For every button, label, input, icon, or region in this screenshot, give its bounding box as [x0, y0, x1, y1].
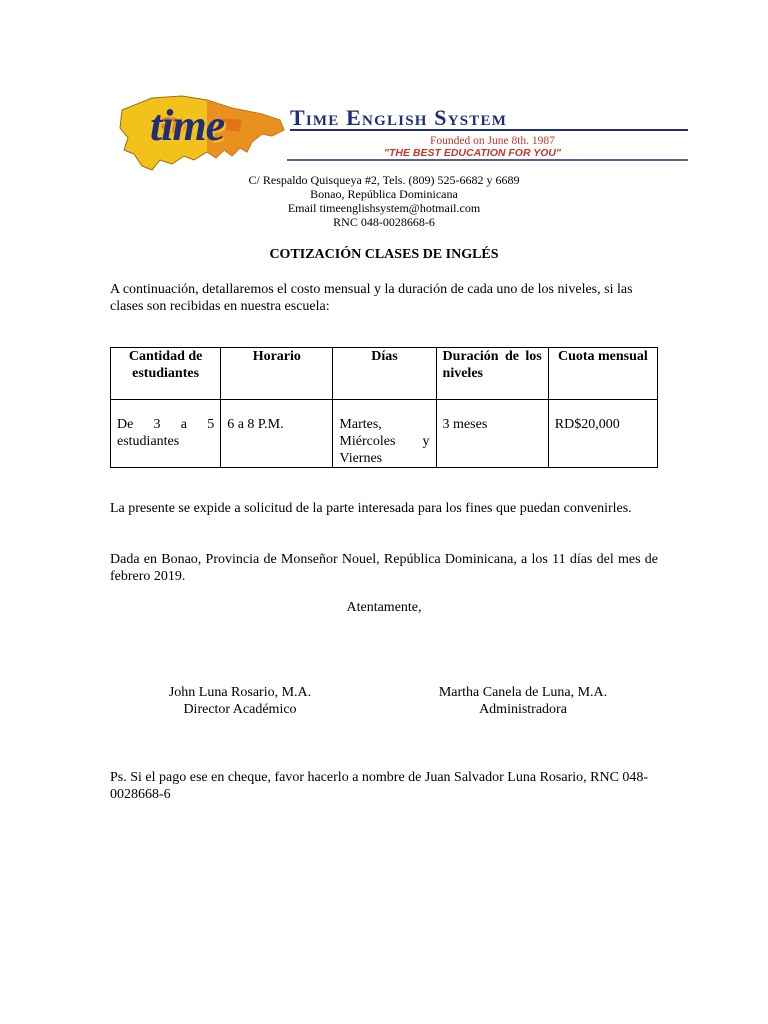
signer-role: Director Académico: [183, 702, 297, 717]
header-fee: Cuota mensual: [548, 348, 657, 400]
signer-role: Administradora: [479, 702, 567, 717]
body-paragraph: Dada en Bonao, Provincia de Monseñor Nouel, República Dominicana, a los 11 días del mes de febrero 2019.: [110, 552, 658, 584]
email-line: Email timeenglishsystem@hotmail.com: [287, 201, 481, 215]
signer-name: Martha Canela de Luna, M.A.: [438, 685, 608, 700]
postscript: Ps. Si el pago ese en cheque, favor hacerlo a nombre de Juan Salvador Luna Rosario, RNC 048-0028668-6: [110, 770, 649, 802]
cell-schedule: 6 a 8 P.M.: [221, 400, 333, 468]
header-schedule: Horario: [221, 348, 333, 400]
brand-title: Time English System: [290, 105, 508, 130]
intro-paragraph: A continuación, detallaremos el costo mensual y la duración de cada uno de los niveles, si las clases son recibidas en nuestra escuela:: [110, 282, 633, 314]
document-title: COTIZACIÓN CLASES DE INGLÉS: [269, 247, 499, 262]
signature-block-left: [145, 684, 335, 718]
letterhead: [112, 90, 692, 176]
header-students: Cantidad de estudiantes: [111, 348, 221, 400]
body-paragraph: La presente se expide a solicitud de la parte interesada para los fines que puedan convenirles.: [110, 501, 632, 516]
founded-date: Founded on June 8th. 1987: [430, 135, 555, 147]
address-line: Bonao, República Dominicana: [310, 187, 458, 201]
address-block: [0, 173, 768, 229]
signature-block-right: [420, 684, 626, 718]
cell-students: De 3 a 5 estudiantes: [111, 400, 221, 468]
cell-fee: RD$20,000: [548, 400, 657, 468]
cell-duration: 3 meses: [436, 400, 548, 468]
table-row: [111, 400, 658, 468]
rnc-line: RNC 048-0028668-6: [333, 215, 435, 229]
signer-name: John Luna Rosario, M.A.: [168, 685, 312, 700]
quote-table: [110, 347, 658, 468]
header-days: Días: [333, 348, 436, 400]
cell-days: Martes, Miércoles y Viernes: [333, 400, 436, 468]
logo-word: time: [150, 101, 225, 150]
header-duration: Duración de los niveles: [436, 348, 548, 400]
closing-salutation: Atentamente,: [346, 600, 422, 615]
motto: "THE BEST EDUCATION FOR YOU": [384, 147, 561, 159]
address-line: C/ Respaldo Quisqueya #2, Tels. (809) 525-6682 y 6689: [248, 173, 520, 187]
table-header-row: [111, 348, 658, 400]
